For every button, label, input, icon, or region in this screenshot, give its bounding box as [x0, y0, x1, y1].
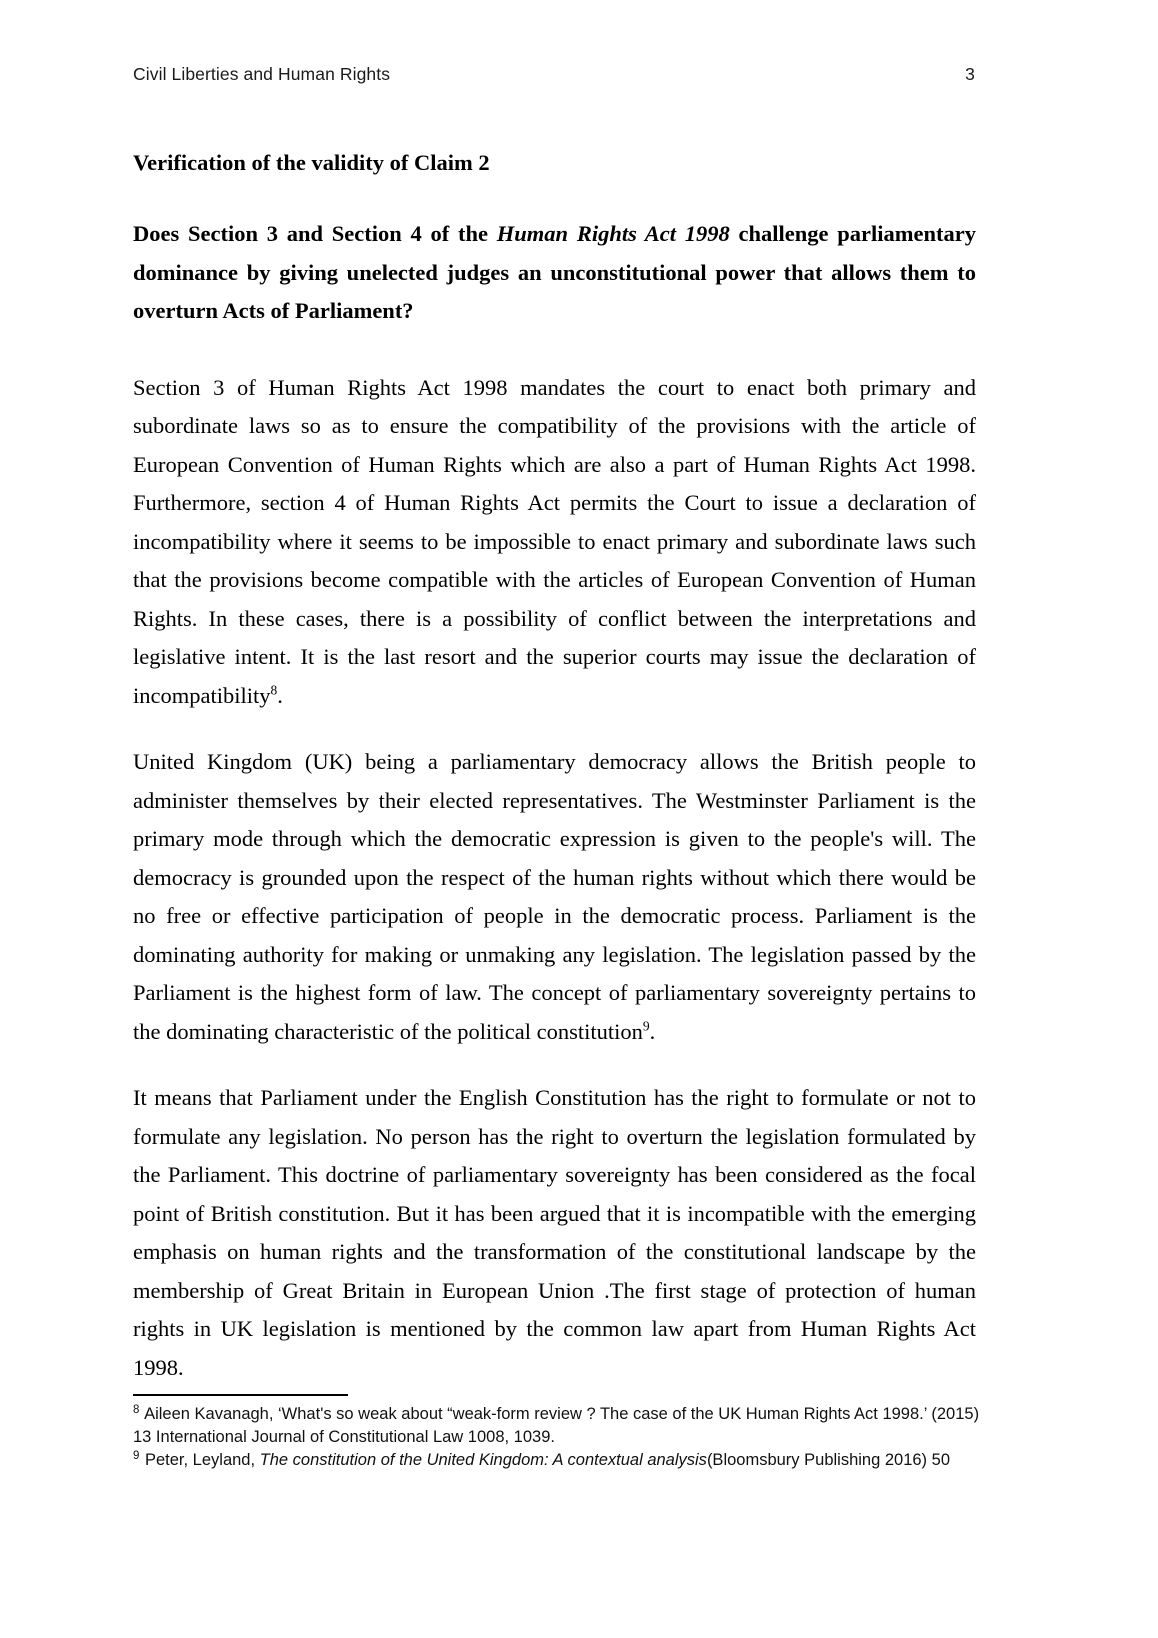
paragraph-tail: .	[649, 1018, 656, 1044]
question-heading-act-title: Human Rights Act 1998	[496, 221, 730, 246]
document-body	[133, 146, 976, 1387]
footnote-ref-9[interactable]: 9	[642, 1018, 650, 1033]
footnote-8	[133, 1403, 983, 1449]
paragraph-section-3	[133, 369, 976, 716]
footnote-9-text-part-1: Peter, Leyland,	[140, 1451, 260, 1469]
paragraph-text: United Kingdom (UK) being a parliamentary democracy allows the British people to administer themselves by their elected representatives. The Westminster Parliament is the primary mode through which the democratic expression is given to the people's will. The democracy is grounded upon the respect of the human rights without which there would be no free or effective participation of people in the democratic process. Parliament is the dominating authority for making or unmaking any legislation. The legislation passed by the Parliament is the highest form of law. The concept of parliamentary sovereignty pertains to the dominating characteristic of the political constitution	[133, 749, 976, 1044]
footnote-area	[133, 1394, 983, 1472]
question-heading	[133, 215, 976, 331]
page-number: 3	[965, 64, 975, 84]
question-heading-part-1: Does Section 3 and Section 4 of the	[133, 221, 497, 246]
footnote-9	[133, 1449, 983, 1472]
running-header	[133, 62, 975, 86]
footnote-ref-8[interactable]: 8	[270, 682, 278, 697]
question-heading-part-2: challenge parliamentary dominance by giving unelected judges an unconstitutional power that allows them to overturn Acts of Parliament?	[133, 221, 976, 323]
paragraph-uk-democracy	[133, 743, 976, 1051]
footnote-9-book-title: The constitution of the United Kingdom: A contextual analysis	[259, 1451, 707, 1469]
footnote-number-9: 9	[133, 1449, 140, 1462]
footnote-8-text: Aileen Kavanagh, ‘What's so weak about “weak-form review ? The case of the UK Human Rights Act 1998.’ (2015) 13 International Journal of Constitutional Law 1008, 1039.	[133, 1405, 980, 1446]
section-heading: Verification of the validity of Claim 2	[133, 150, 490, 175]
footnote-number-8: 8	[133, 1403, 140, 1416]
paragraph-text: Section 3 of Human Rights Act 1998 mandates the court to enact both primary and subordinate laws so as to ensure the compatibility of the provisions with the article of European Convention of Human Rights which are also a part of Human Rights Act 1998. Furthermore, section 4 of Human Rights Act permits the Court to issue a declaration of incompatibility where it seems to be impossible to enact primary and subordinate laws such that the provisions become compatible with the articles of European Convention of Human Rights. In these cases, there is a possibility of conflict between the interpretations and legislative intent. It is the last resort and the superior courts may issue the declaration of incompatibility	[133, 374, 976, 708]
paragraph-english-constitution	[133, 1079, 976, 1387]
paragraph-tail: .	[277, 682, 283, 708]
paragraph-text: It means that Parliament under the English Constitution has the right to formulate or not to formulate any legislation. No person has the right to overturn the legislation formulated by the Parliament. This doctrine of parliamentary sovereignty has been considered as the focal point of British constitution. But it has been argued that it is incompatible with the emerging emphasis on human rights and the transformation of the constitutional landscape by the membership of Great Britain in European Union .The first stage of protection of human rights in UK legislation is mentioned by the common law apart from Human Rights Act 1998.	[133, 1085, 976, 1380]
header-title: Civil Liberties and Human Rights	[133, 64, 391, 84]
footnote-9-text-part-2: (Bloomsbury Publishing 2016) 50	[706, 1451, 950, 1469]
footnote-separator-rule	[133, 1394, 348, 1396]
